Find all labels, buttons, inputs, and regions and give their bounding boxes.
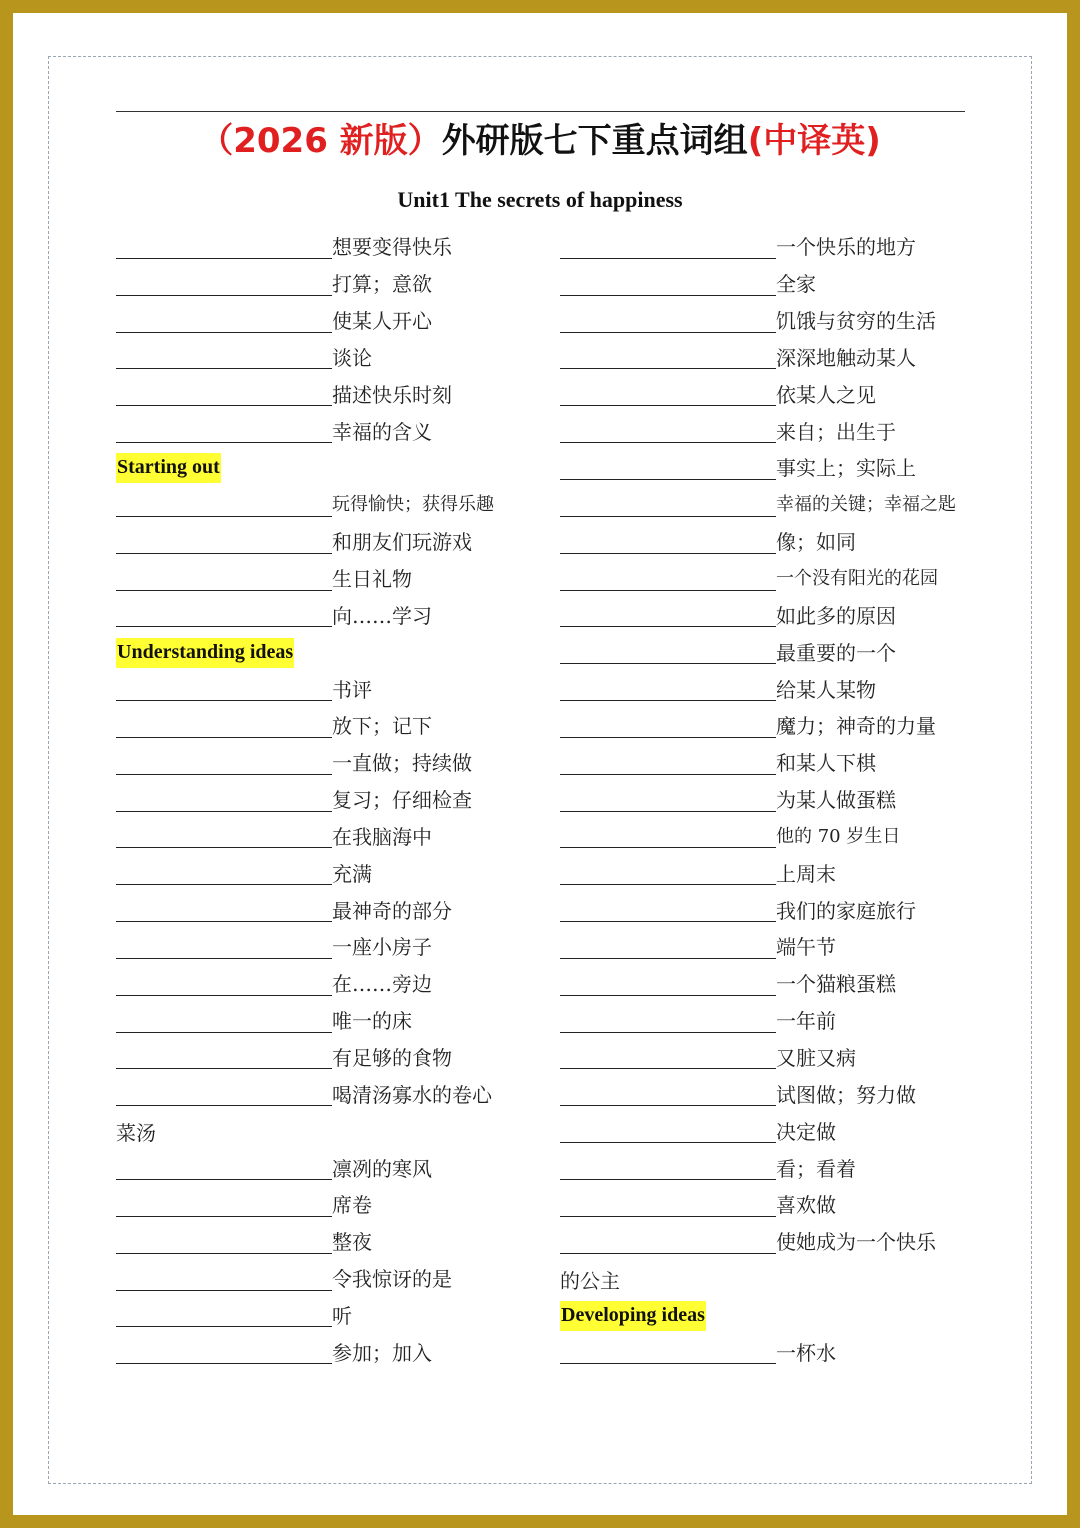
answer-blank[interactable] [560,1157,776,1180]
phrase-chinese: 一直做；持续做 [332,751,472,776]
answer-blank[interactable] [560,862,776,885]
answer-blank[interactable] [116,1268,332,1291]
phrase-chinese: 一个没有阳光的花园 [776,568,938,590]
phrase-continuation: 的公主 [560,1268,620,1293]
phrase-row [116,819,546,856]
phrase-chinese: 描述快乐时刻 [332,382,452,407]
answer-blank[interactable] [560,531,776,554]
phrase-row [560,229,980,266]
phrase-row [116,708,546,745]
phrase-row [116,1187,546,1224]
phrase-row [560,1334,980,1371]
phrase-row [560,524,980,561]
answer-blank[interactable] [560,1046,776,1069]
phrase-row [560,745,980,782]
phrase-chinese: 在我脑海中 [332,824,432,849]
section-row [116,450,546,487]
phrase-row [116,340,546,377]
phrase-row [560,892,980,929]
phrase-chinese: 听 [332,1303,352,1328]
answer-blank[interactable] [560,236,776,259]
answer-blank[interactable] [560,825,776,848]
phrase-row [116,1150,546,1187]
section-heading: Developing ideas [560,1301,706,1331]
phrase-row [116,524,546,561]
phrase-chinese: 像；如同 [776,530,856,555]
phrase-row [560,1224,980,1261]
answer-blank[interactable] [560,273,776,296]
phrase-row [560,671,980,708]
phrase-chinese: 我们的家庭旅行 [776,898,916,923]
phrase-row [560,561,980,598]
phrase-chinese: 喜欢做 [776,1193,836,1218]
phrase-chinese: 给某人某物 [776,677,876,702]
phrase-chinese: 充满 [332,861,372,886]
answer-blank[interactable] [116,420,332,443]
phrase-row [116,266,546,303]
phrase-chinese: 如此多的原因 [776,603,896,628]
unit-title: Unit1 The secrets of happiness [397,187,683,212]
phrase-row [116,1224,546,1261]
phrase-chinese: 最神奇的部分 [332,898,452,923]
answer-blank[interactable] [116,973,332,996]
answer-blank[interactable] [116,383,332,406]
phrase-row [116,671,546,708]
title-main: 外研版七下重点词组 [441,121,748,161]
answer-blank[interactable] [116,789,332,812]
answer-blank[interactable] [116,531,332,554]
phrase-row [560,487,980,524]
answer-blank[interactable] [560,420,776,443]
phrase-chinese: 为某人做蛋糕 [776,788,896,813]
phrase-chinese: 一杯水 [776,1340,836,1365]
phrase-chinese: 唯一的床 [332,1009,412,1034]
phrase-row [116,855,546,892]
phrase-row [560,1003,980,1040]
answer-blank[interactable] [560,568,776,591]
phrase-row [116,376,546,413]
phrase-row [560,266,980,303]
answer-blank[interactable] [560,973,776,996]
answer-blank[interactable] [560,310,776,333]
phrase-row [116,1334,546,1371]
answer-blank[interactable] [116,273,332,296]
phrase-row [116,745,546,782]
phrase-row [116,1003,546,1040]
phrase-row [560,340,980,377]
phrase-chinese: 魔力；神奇的力量 [776,714,936,739]
phrase-row [560,597,980,634]
answer-blank[interactable] [116,752,332,775]
answer-blank[interactable] [116,494,332,517]
phrase-chinese: 想要变得快乐 [332,235,452,260]
phrase-chinese: 参加；加入 [332,1340,432,1365]
phrase-row [560,782,980,819]
answer-blank[interactable] [560,346,776,369]
answer-blank[interactable] [560,678,776,701]
phrase-chinese: 全家 [776,272,816,297]
phrase-row [560,413,980,450]
phrase-chinese: 凛冽的寒风 [332,1156,432,1181]
phrase-chinese: 一个快乐的地方 [776,235,916,260]
phrase-row [560,634,980,671]
answer-blank[interactable] [116,1194,332,1217]
phrase-continuation: 菜汤 [116,1121,156,1146]
phrase-chinese: 使某人开心 [332,309,432,334]
answer-blank[interactable] [116,604,332,627]
phrase-chinese: 来自；出生于 [776,419,896,444]
phrase-chinese: 依某人之见 [776,382,876,407]
title-direction: (中译英) [747,121,881,161]
answer-blank[interactable] [560,457,776,480]
phrase-row [560,929,980,966]
phrase-chinese: 一座小房子 [332,935,432,960]
answer-blank[interactable] [116,346,332,369]
phrase-chinese: 深深地触动某人 [776,345,916,370]
answer-blank[interactable] [116,1010,332,1033]
phrase-row [116,929,546,966]
phrase-row [116,966,546,1003]
phrase-row [560,1040,980,1077]
phrase-row [560,1187,980,1224]
phrase-row [116,229,546,266]
answer-blank[interactable] [560,1120,776,1143]
phrase-chinese: 谈论 [332,345,372,370]
phrase-chinese: 使她成为一个快乐 [776,1230,936,1255]
phrase-chinese: 幸福的关键；幸福之匙 [776,494,956,516]
answer-blank[interactable] [560,715,776,738]
right-phrase-column [560,229,980,1371]
answer-blank[interactable] [116,1341,332,1364]
phrase-chinese: 一个猫粮蛋糕 [776,972,896,997]
phrase-chinese: 在……旁边 [332,972,432,997]
phrase-row [116,413,546,450]
answer-blank[interactable] [116,1083,332,1106]
answer-blank[interactable] [560,641,776,664]
phrase-chinese: 试图做；努力做 [776,1082,916,1107]
section-heading: Starting out [116,453,221,483]
phrase-row [560,855,980,892]
phrase-row [116,1297,546,1334]
phrase-chinese: 整夜 [332,1230,372,1255]
phrase-chinese: 玩得愉快；获得乐趣 [332,494,494,516]
answer-blank[interactable] [116,936,332,959]
title-edition: （2026 新版） [199,121,442,161]
phrase-chinese: 事实上；实际上 [776,456,916,481]
answer-blank[interactable] [116,825,332,848]
phrase-row [116,1076,546,1113]
continuation-row [116,1113,546,1150]
answer-blank[interactable] [560,936,776,959]
answer-blank[interactable] [116,899,332,922]
phrase-row [116,303,546,340]
phrase-row [560,1113,980,1150]
section-row [560,1297,980,1334]
section-heading: Understanding ideas [116,638,294,668]
phrase-chinese: 令我惊讶的是 [332,1267,452,1292]
left-phrase-column [116,229,546,1371]
answer-blank[interactable] [560,383,776,406]
answer-blank[interactable] [116,568,332,591]
phrase-chinese: 决定做 [776,1119,836,1144]
answer-blank[interactable] [116,1231,332,1254]
phrase-row [116,782,546,819]
phrase-row [116,892,546,929]
phrase-chinese: 喝清汤寡水的卷心 [332,1082,492,1107]
answer-blank[interactable] [116,1304,332,1327]
phrase-row [560,966,980,1003]
phrase-chinese: 和某人下棋 [776,751,876,776]
phrase-row [116,1040,546,1077]
answer-blank[interactable] [116,1157,332,1180]
phrase-chinese: 和朋友们玩游戏 [332,530,472,555]
phrase-row [560,450,980,487]
phrase-chinese: 复习；仔细检查 [332,788,472,813]
phrase-chinese: 他的 70 岁生日 [776,825,901,847]
phrase-chinese: 向……学习 [332,603,432,628]
page-title [0,118,1080,164]
answer-blank[interactable] [116,1046,332,1069]
phrase-chinese: 有足够的食物 [332,1045,452,1070]
phrase-row [560,708,980,745]
header-rule [116,111,965,112]
phrase-chinese: 看；看着 [776,1156,856,1181]
answer-blank[interactable] [116,310,332,333]
answer-blank[interactable] [116,678,332,701]
answer-blank[interactable] [560,1083,776,1106]
phrase-chinese: 席卷 [332,1193,372,1218]
answer-blank[interactable] [560,1231,776,1254]
section-row [116,634,546,671]
phrase-row [560,376,980,413]
answer-blank[interactable] [116,862,332,885]
phrase-row [116,597,546,634]
phrase-row [116,487,546,524]
continuation-row [560,1261,980,1298]
phrase-row [560,819,980,856]
answer-blank[interactable] [560,899,776,922]
answer-blank[interactable] [560,789,776,812]
answer-blank[interactable] [560,1010,776,1033]
phrase-row [560,1150,980,1187]
phrase-chinese: 一年前 [776,1009,836,1034]
answer-blank[interactable] [116,715,332,738]
phrase-chinese: 又脏又病 [776,1045,856,1070]
phrase-chinese: 书评 [332,677,372,702]
phrase-chinese: 生日礼物 [332,567,412,592]
phrase-chinese: 饥饿与贫穷的生活 [776,309,936,334]
answer-blank[interactable] [560,604,776,627]
phrase-row [116,1261,546,1298]
phrase-chinese: 上周末 [776,861,836,886]
answer-blank[interactable] [560,1194,776,1217]
phrase-chinese: 幸福的含义 [332,419,432,444]
phrase-chinese: 放下；记下 [332,714,432,739]
answer-blank[interactable] [560,494,776,517]
phrase-chinese: 最重要的一个 [776,640,896,665]
answer-blank[interactable] [116,236,332,259]
phrase-row [560,1076,980,1113]
phrase-row [560,303,980,340]
answer-blank[interactable] [560,752,776,775]
answer-blank[interactable] [560,1341,776,1364]
phrase-chinese: 端午节 [776,935,836,960]
phrase-chinese: 打算；意欲 [332,272,432,297]
phrase-row [116,561,546,598]
